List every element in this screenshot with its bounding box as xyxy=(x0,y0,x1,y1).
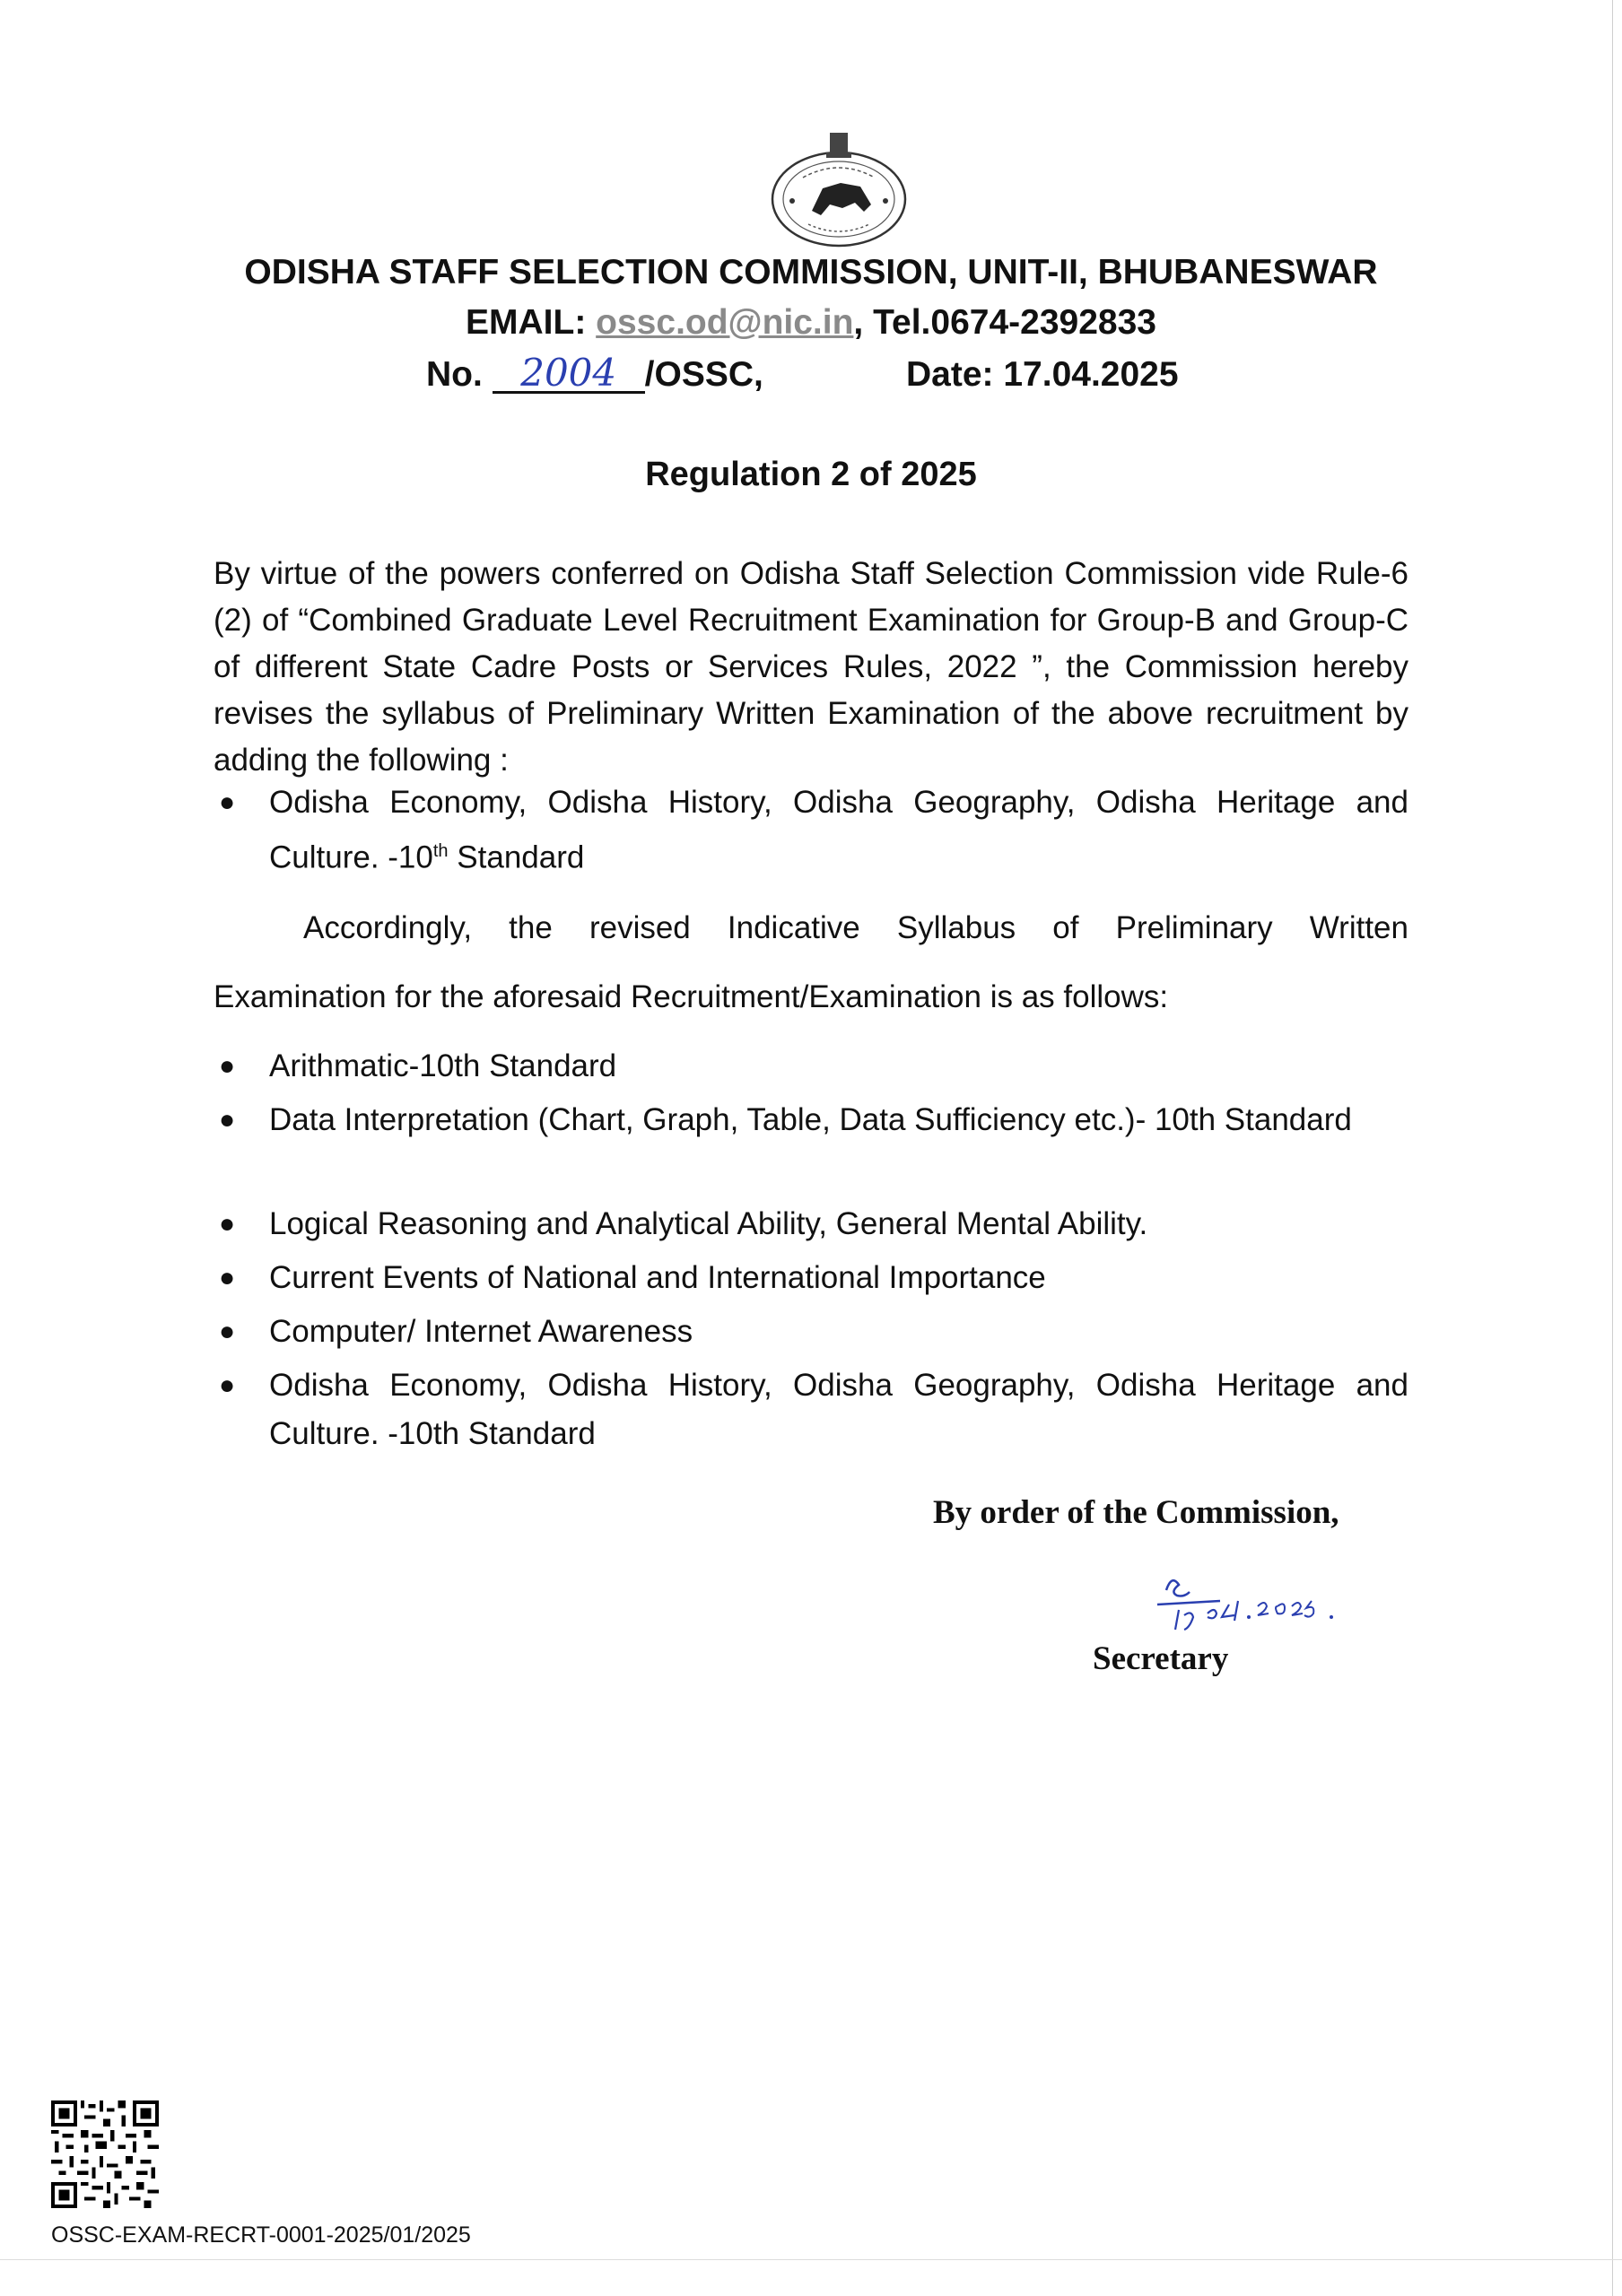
syllabus-item: Current Events of National and International Importance xyxy=(269,1260,1046,1295)
bullet-icon: ● xyxy=(219,1370,236,1400)
organization-name: ODISHA STAFF SELECTION COMMISSION, UNIT-II, BHUBANESWAR xyxy=(244,253,1378,291)
added-item-main: Odisha Economy, Odisha History, Odisha Geography, Odisha Heritage and Culture. -10 xyxy=(269,785,1408,875)
bullet-icon: ● xyxy=(219,1105,236,1135)
accordingly-line-1: Accordingly, the revised Indicative Syllabus of Preliminary Written xyxy=(303,910,1408,945)
by-order-line: By order of the Commission, xyxy=(933,1494,1339,1531)
bullet-icon: ● xyxy=(219,787,236,817)
bullet-icon: ● xyxy=(219,1263,236,1292)
added-item-text xyxy=(269,778,1408,883)
list-item xyxy=(214,778,1408,877)
document-title: Regulation 2 of 2025 xyxy=(645,456,977,493)
odisha-state-emblem-icon xyxy=(767,126,911,251)
handwritten-signature-icon xyxy=(1148,1565,1382,1637)
bullet-icon: ● xyxy=(219,1209,236,1239)
scan-edge xyxy=(0,2259,1622,2260)
syllabus-item: Odisha Economy, Odisha History, Odisha Geography, Odisha Heritage and Culture. -10th Standard xyxy=(269,1368,1408,1451)
intro-paragraph: By virtue of the powers conferred on Odisha Staff Selection Commission vide Rule-6 (2) of “Combined Graduate Level Recruitment Examination for Group-B and Group-C of different State Cadre Posts or Services Rules, 2022 ”, the Commission hereby revises the syllabus of Preliminary Written Examination of the above recruitment by adding the following : xyxy=(214,556,1408,778)
reference-number-label: No. xyxy=(426,355,483,394)
document-code: OSSC-EXAM-RECRT-0001-2025/01/2025 xyxy=(51,2222,471,2248)
syllabus-item: Arithmatic-10th Standard xyxy=(269,1048,617,1083)
email-label: EMAIL: xyxy=(466,303,587,342)
email-link[interactable]: ossc.od@nic.in xyxy=(596,303,854,342)
added-item-superscript: th xyxy=(432,841,449,861)
qr-code-icon xyxy=(51,2100,159,2208)
designation: Secretary xyxy=(1093,1640,1229,1677)
accordingly-line-2: Examination for the aforesaid Recruitment/Examination is as follows: xyxy=(214,979,1169,1014)
document-date: Date: 17.04.2025 xyxy=(906,355,1179,394)
bullet-icon: ● xyxy=(219,1317,236,1346)
syllabus-item: Computer/ Internet Awareness xyxy=(269,1314,693,1349)
bullet-icon: ● xyxy=(219,1051,236,1081)
syllabus-item: Logical Reasoning and Analytical Ability, General Mental Ability. xyxy=(269,1206,1148,1241)
scan-edge xyxy=(1612,0,1613,2296)
contact-line xyxy=(0,303,1622,343)
syllabus-item: Data Interpretation (Chart, Graph, Table, Data Sufficiency etc.)- 10th Standard xyxy=(269,1102,1352,1137)
added-item-tail: Standard xyxy=(448,839,585,875)
telephone: , Tel.0674-2392833 xyxy=(853,303,1156,342)
reference-number xyxy=(426,351,763,395)
reference-suffix: /OSSC, xyxy=(644,355,763,394)
handwritten-number: 2004 xyxy=(493,355,645,394)
